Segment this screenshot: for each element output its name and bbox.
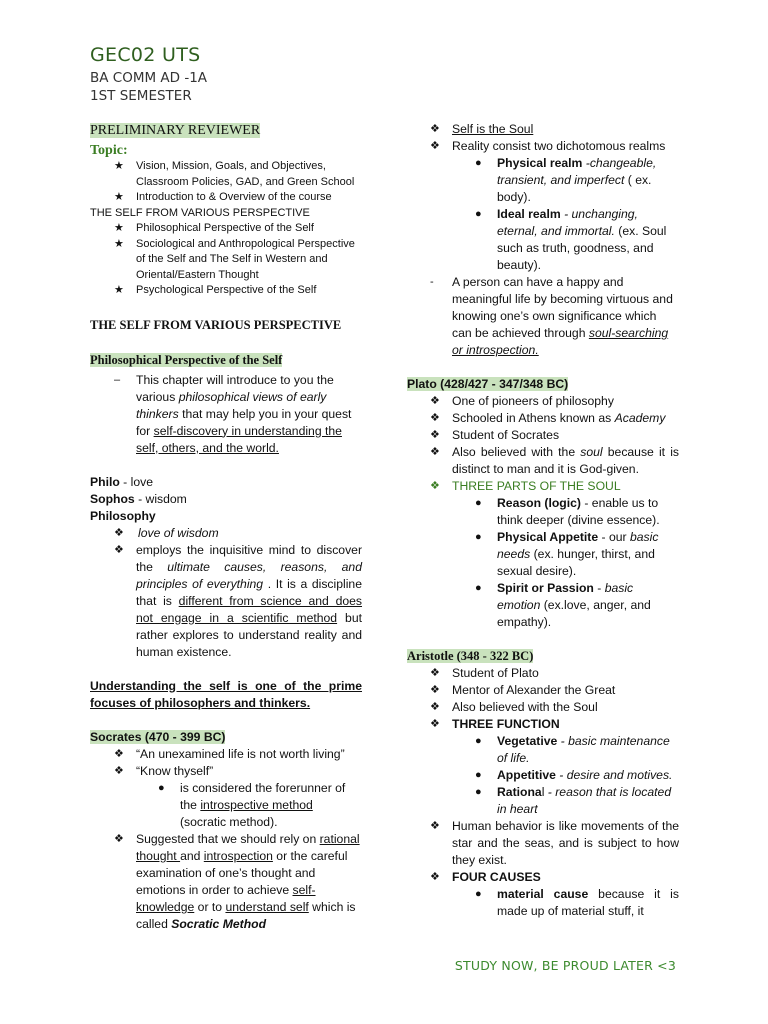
diamond-icon: ❖ bbox=[114, 747, 124, 760]
function-item: ● Appetitive - desire and motives. bbox=[475, 768, 673, 782]
diamond-icon: ❖ bbox=[114, 543, 124, 556]
diamond-icon: ❖ bbox=[114, 764, 124, 777]
diamond-icon: ❖ bbox=[430, 718, 440, 730]
diamond-icon: ❖ bbox=[430, 429, 440, 441]
reality-bullet: ❖ Reality consist two dichotomous realms bbox=[430, 139, 666, 153]
plato-heading: Plato (428/427 - 347/348 BC) bbox=[407, 377, 569, 391]
diamond-icon: ❖ bbox=[430, 667, 440, 679]
diamond-icon: ❖ bbox=[430, 412, 440, 424]
socrates-sub-bullet: ● is considered the forerunner of the introspective method (socratic method). bbox=[158, 780, 346, 829]
topic-item: ★ Sociological and Anthropological Perspective of the Self and The Self in Western and Oriental/Eastern Thought bbox=[114, 237, 355, 281]
philosophy-bullet: ❖ employs the inquisitive mind to discover the ultimate causes, reasons, and principles of everything . It is a discipline that is different from science and does not engage in a scientific method but rather explores to understand reality and human existence. bbox=[114, 542, 363, 659]
topic-label: Topic: bbox=[90, 143, 128, 158]
topic-item: ★ Philosophical Perspective of the Self bbox=[90, 221, 362, 237]
diamond-icon: ❖ bbox=[430, 480, 440, 492]
topic-item: ★ Introduction to & Overview of the course bbox=[90, 190, 362, 206]
topics-subheading: THE SELF FROM VARIOUS PERSPECTIVE bbox=[90, 206, 310, 219]
diamond-icon: ❖ bbox=[430, 871, 440, 883]
four-causes-heading: ❖ FOUR CAUSES bbox=[430, 870, 541, 884]
diamond-icon: ❖ bbox=[430, 140, 440, 152]
diamond-icon: ❖ bbox=[114, 526, 124, 539]
document-title: GEC02 UTS bbox=[90, 44, 201, 66]
intro-paragraph: – This chapter will introduce to you the various philosophical views of early thinkers that may help you in your quest for self-discovery in understanding the self, others, and the world. bbox=[114, 372, 352, 455]
philosophy-term: Philosophy bbox=[90, 508, 156, 523]
socrates-bullet: ❖ Suggested that we should rely on rational thought and introspection or the careful examination of one’s thought and emotions in order to achieve self-knowledge or to understand self which is called Socratic Method bbox=[114, 831, 360, 931]
aristotle-bullet: ❖ Also believed with the Soul bbox=[430, 700, 598, 714]
star-icon: ★ bbox=[114, 284, 124, 296]
plato-bullet: ❖ One of pioneers of philosophy bbox=[430, 394, 614, 408]
function-item: ● Rational - reason that is located in heart bbox=[475, 785, 672, 816]
plato-bullet: ❖ Also believed with the soul because it is distinct to man and it is God-given. bbox=[430, 445, 679, 476]
philo-definition: Philo - love bbox=[90, 474, 153, 489]
class-line: BA COMM AD -1A bbox=[90, 70, 208, 86]
footer-motto: STUDY NOW, BE PROUD LATER <3 bbox=[454, 958, 676, 973]
soul-part-item: ● Reason (logic) - enable us to think deeper (divine essence). bbox=[475, 496, 660, 527]
diamond-icon: ❖ bbox=[430, 820, 440, 832]
socrates-bullet: ❖ “Know thyself” bbox=[114, 763, 214, 778]
star-icon: ★ bbox=[114, 237, 124, 250]
topic-item: ★ Psychological Perspective of the Self bbox=[90, 283, 362, 299]
bullet-dot-icon: ● bbox=[475, 786, 482, 798]
bullet-dot-icon: ● bbox=[475, 735, 482, 747]
diamond-icon: ❖ bbox=[430, 395, 440, 407]
socrates-heading: Socrates (470 - 399 BC) bbox=[90, 729, 226, 744]
socrates-bullet: ❖ “An unexamined life is not worth living” bbox=[114, 746, 345, 761]
bullet-dot-icon: ● bbox=[158, 781, 165, 794]
understanding-statement: Understanding the self is one of the prime focuses of philosophers and thinkers. bbox=[90, 678, 362, 710]
preliminary-reviewer-heading: PRELIMINARY REVIEWER bbox=[90, 123, 261, 138]
diamond-icon: ❖ bbox=[430, 446, 440, 458]
plato-bullet: ❖ Schooled in Athens known as Academy bbox=[430, 411, 666, 425]
soul-part-item: ● Spirit or Passion - basic emotion (ex.love, anger, and empathy). bbox=[475, 581, 651, 629]
ideal-realm-item: ● Ideal realm - unchanging, eternal, and immortal. (ex. Soul such as truth, goodness, and beauty). bbox=[475, 207, 667, 272]
bullet-dot-icon: ● bbox=[475, 888, 482, 900]
function-item: ● Vegetative - basic maintenance of life. bbox=[475, 734, 670, 765]
three-parts-heading: ❖ THREE PARTS OF THE SOUL bbox=[430, 479, 621, 493]
bullet-dot-icon: ● bbox=[475, 769, 482, 781]
aristotle-bullet: ❖ Mentor of Alexander the Great bbox=[430, 683, 616, 697]
semester-line: 1ST SEMESTER bbox=[90, 88, 192, 104]
bullet-dot-icon: ● bbox=[475, 531, 482, 543]
topic-item: ★ Vision, Mission, Goals, and Objectives, Classroom Policies, GAD, and Green School bbox=[114, 160, 355, 188]
philosophical-heading: Philosophical Perspective of the Self bbox=[90, 352, 283, 367]
soul-bullet: ❖ Self is the Soul bbox=[430, 122, 534, 136]
three-function-heading: ❖ THREE FUNCTION bbox=[430, 717, 560, 731]
section-title: THE SELF FROM VARIOUS PERSPECTIVE bbox=[90, 317, 342, 332]
aristotle-bullet: ❖ Student of Plato bbox=[430, 666, 539, 680]
right-column bbox=[407, 121, 679, 920]
diamond-icon: ❖ bbox=[430, 123, 440, 135]
star-icon: ★ bbox=[114, 222, 124, 234]
bullet-dot-icon: ● bbox=[475, 157, 482, 169]
diamond-icon: ❖ bbox=[114, 832, 124, 845]
plato-bullet: ❖ Student of Socrates bbox=[430, 428, 560, 442]
aristotle-heading: Aristotle (348 - 322 BC) bbox=[407, 649, 534, 663]
diamond-icon: ❖ bbox=[430, 684, 440, 696]
philosophy-bullet: ❖ love of wisdom bbox=[114, 525, 219, 540]
dash-icon: - bbox=[430, 276, 434, 288]
physical-realm-item: ● Physical realm -changeable, transient, and imperfect ( ex. body). bbox=[475, 156, 657, 204]
star-icon: ★ bbox=[114, 160, 124, 172]
bullet-dot-icon: ● bbox=[475, 582, 482, 594]
left-column bbox=[90, 122, 362, 933]
bullet-dot-icon: ● bbox=[475, 497, 482, 509]
soul-part-item: ● Physical Appetite - our basic needs (ex. hunger, thirst, and sexual desire). bbox=[475, 530, 659, 578]
cause-item: ● material cause because it is made up of material stuff, it bbox=[475, 887, 679, 918]
bullet-dot-icon: ● bbox=[475, 208, 482, 220]
person-paragraph: - A person can have a happy and meaningful life by becoming virtuous and knowing one’s own significance which can be achieved through soul-searching or introspection. bbox=[430, 275, 673, 357]
diamond-icon: ❖ bbox=[430, 701, 440, 713]
star-icon: ★ bbox=[114, 191, 124, 203]
sophos-definition: Sophos - wisdom bbox=[90, 491, 187, 506]
dash-icon: – bbox=[114, 373, 121, 386]
behavior-bullet: ❖ Human behavior is like movements of the star and the seas, and is subject to how they exist. bbox=[430, 819, 679, 867]
